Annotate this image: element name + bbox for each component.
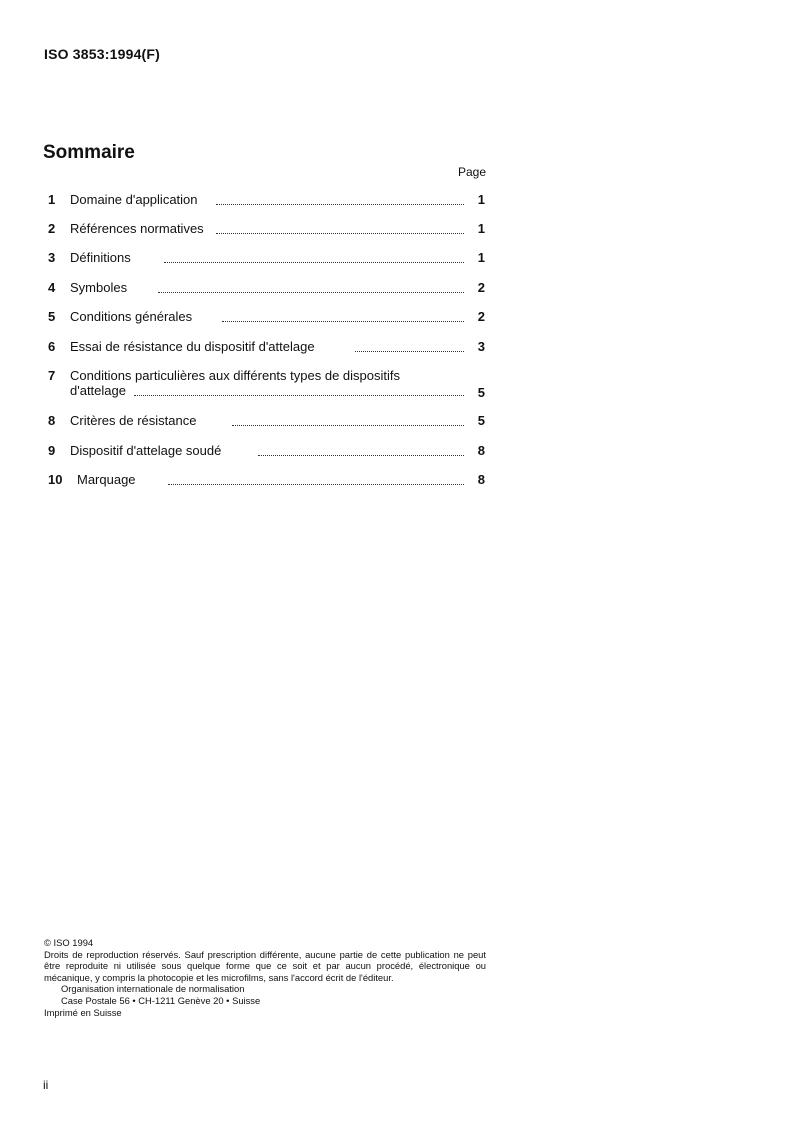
toc-entry-number: 7 [48, 368, 56, 383]
toc-entry[interactable] [0, 368, 798, 402]
toc-entry-title: Symboles [70, 280, 128, 295]
toc-entry-page: 3 [477, 339, 485, 354]
toc-entry[interactable] [0, 221, 798, 241]
toc-entry-page: 1 [477, 221, 485, 236]
toc-entry-page: 1 [477, 250, 485, 265]
toc-entry[interactable] [0, 472, 798, 492]
toc-entry[interactable] [0, 413, 798, 433]
toc-entry-page: 2 [477, 280, 485, 295]
toc-entry-title: Conditions générales [70, 309, 193, 324]
dot-leader [216, 233, 464, 234]
document-id: ISO 3853:1994(F) [44, 46, 161, 62]
toc-entry-number: 9 [48, 443, 56, 458]
toc-page-column-label: Page [458, 165, 487, 179]
toc-entry-title: Domaine d'application [70, 192, 198, 207]
toc-entry-number: 10 [48, 472, 63, 487]
toc-title: Sommaire [43, 142, 135, 163]
toc-entry-title: Conditions particulières aux différents types de dispositifs [70, 368, 400, 383]
dot-leader [222, 321, 464, 322]
toc-entry-page: 8 [477, 472, 485, 487]
toc-entry-page: 1 [477, 192, 485, 207]
toc-entry[interactable] [0, 339, 798, 359]
toc-entry-number: 5 [48, 309, 56, 324]
toc-entry-page: 2 [477, 309, 485, 324]
toc-entry-number: 8 [48, 413, 56, 428]
toc-entry-page: 5 [477, 385, 485, 400]
toc-entry-title: Essai de résistance du dispositif d'attelage [70, 339, 315, 354]
toc-entry-title: Dispositif d'attelage soudé [70, 443, 222, 458]
dot-leader [232, 425, 464, 426]
toc-entry[interactable] [0, 309, 798, 329]
dot-leader [258, 455, 464, 456]
toc-entry-number: 6 [48, 339, 56, 354]
page-number: ii [43, 1078, 49, 1092]
toc-entry-title: Références normatives [70, 221, 204, 236]
toc-entry-title: Marquage [77, 472, 136, 487]
organization-address: Case Postale 56 • CH-1211 Genève 20 • Suisse [61, 994, 261, 1006]
dot-leader [355, 351, 464, 352]
toc-entry-title: Critères de résistance [70, 413, 197, 428]
dot-leader [216, 204, 464, 205]
toc-entry[interactable] [0, 192, 798, 212]
printed-in: Imprimé en Suisse [44, 1006, 122, 1018]
toc-entry[interactable] [0, 443, 798, 463]
toc-entry-number: 3 [48, 250, 56, 265]
toc-entry-title: Définitions [70, 250, 131, 265]
organization-name: Organisation internationale de normalisation [61, 983, 245, 995]
dot-leader [168, 484, 464, 485]
copyright-text: Droits de reproduction réservés. Sauf prescription différente, aucune partie de cette publication ne peut être reproduite ni utilisée sous quelque forme que ce soit et par aucun procédé, électronique ou mécanique, y compris la photocopie et les microfilms, sans l'accord écrit de l'éditeur. [44, 948, 486, 983]
copyright-notice [44, 937, 486, 1018]
toc-entry-title-continued: d'attelage [70, 383, 126, 398]
dot-leader [134, 395, 464, 396]
copyright-line: © ISO 1994 [44, 937, 94, 948]
toc-entry[interactable] [0, 280, 798, 300]
dot-leader [158, 292, 464, 293]
toc-entry-number: 1 [48, 192, 56, 207]
toc-entry-page: 5 [477, 413, 485, 428]
toc-entry-number: 4 [48, 280, 56, 295]
toc-entry-number: 2 [48, 221, 56, 236]
toc-entry[interactable] [0, 250, 798, 270]
dot-leader [164, 262, 464, 263]
toc-entry-page: 8 [477, 443, 485, 458]
